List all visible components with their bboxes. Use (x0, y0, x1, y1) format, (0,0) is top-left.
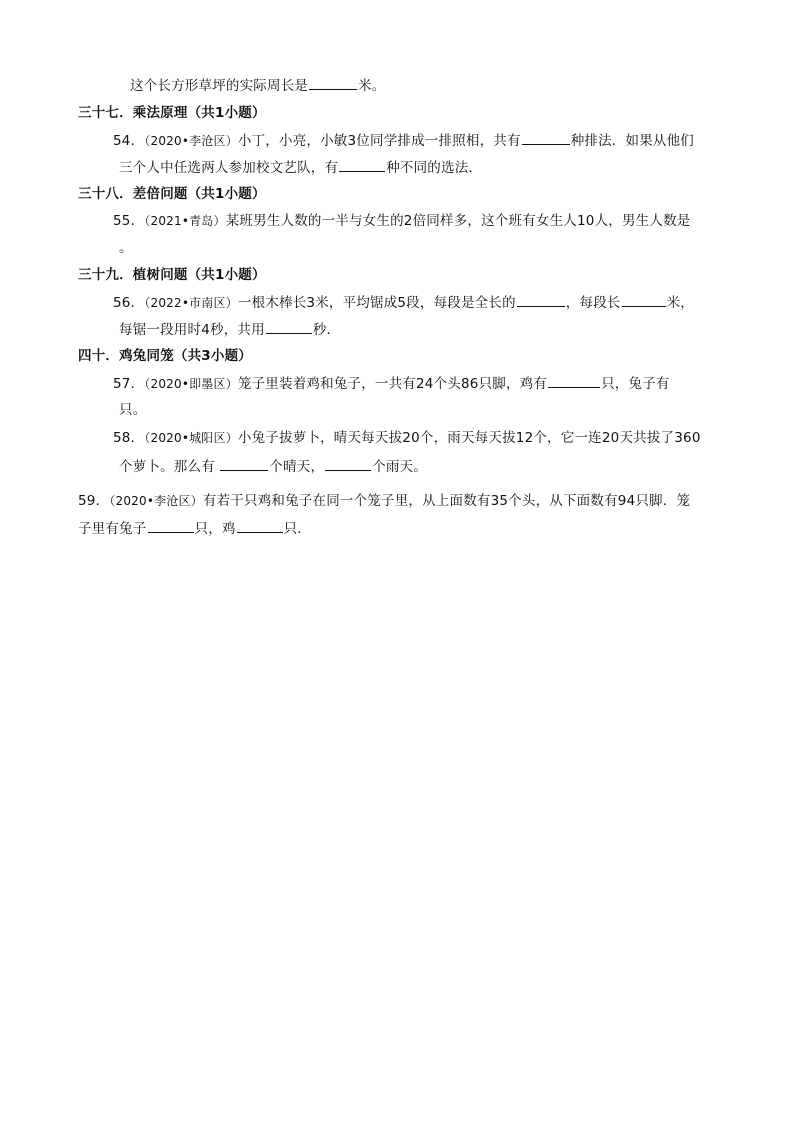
question-text: 种排法．如果从他们 (570, 133, 695, 149)
question-source: （2022•市南区） (144, 296, 238, 310)
question-55-line-1 (113, 211, 690, 231)
answer-blank[interactable] (220, 456, 268, 471)
question-57-line-2 (119, 400, 146, 420)
question-56-line-1 (113, 292, 694, 313)
question-text: 个萝卜。那么有 (119, 459, 220, 475)
question-text: 秒． (312, 322, 341, 338)
question-source: （2021•青岛） (144, 214, 226, 228)
question-54-line-2 (119, 157, 482, 178)
question-56-line-2 (119, 319, 340, 340)
question-text: 每锯一段用时4秒，共用 (119, 322, 265, 338)
answer-blank[interactable] (548, 373, 600, 388)
answer-blank[interactable] (148, 518, 194, 533)
question-59-line-2 (78, 518, 311, 539)
question-59-line-1 (78, 491, 690, 511)
question-54-line-1 (113, 130, 694, 151)
question-text: 笼子里装着鸡和兔子，一共有24个头86只脚，鸡有 (237, 376, 548, 392)
continuation-text: 这个长方形草坪的实际周长是 (130, 78, 309, 94)
answer-blank[interactable] (517, 292, 565, 307)
question-text: 米， (666, 295, 695, 311)
section-heading-37: 三十七．乘法原理（共1小题） (78, 105, 266, 121)
question-text: 只，鸡 (194, 521, 236, 537)
answer-blank[interactable] (522, 130, 570, 145)
question-number: 56． (113, 295, 145, 311)
answer-blank[interactable] (622, 292, 666, 307)
question-source: （2020•李沧区） (109, 494, 203, 508)
question-number: 59． (78, 493, 110, 509)
question-text: 某班男生人数的一半与女生的2倍同样多，这个班有女生人10人，男生人数是 (225, 213, 691, 229)
answer-blank[interactable] (309, 75, 357, 90)
question-text: 。 (119, 240, 133, 256)
question-source: （2020•李沧区） (144, 134, 238, 148)
question-text: 个雨天。 (372, 459, 428, 475)
question-text: 有若干只鸡和兔子在同一个笼子里，从上面数有35个头，从下面数有94只脚．笼 (202, 493, 691, 509)
question-text: 种不同的选法． (386, 160, 483, 176)
question-text: 一根木棒长3米，平均锯成5段，每段是全长的 (237, 295, 516, 311)
section-heading-39: 三十九．植树问题（共1小题） (78, 267, 266, 283)
answer-blank[interactable] (266, 319, 312, 334)
question-text: 小兔子拔萝卜，晴天每天拔20个，雨天每天拔12个，它一连20天共拔了360 (237, 430, 701, 446)
question-source: （2020•即墨区） (144, 377, 238, 391)
question-text: 子里有兔子 (78, 521, 147, 537)
question-source: （2020•城阳区） (144, 431, 238, 445)
question-text: 只，兔子有 (601, 376, 670, 392)
question-number: 55． (113, 213, 145, 229)
question-text: 个晴天， (269, 459, 325, 475)
continuation-line (130, 75, 386, 96)
answer-blank[interactable] (237, 518, 283, 533)
answer-blank[interactable] (325, 456, 371, 471)
question-58-line-2 (119, 456, 427, 477)
question-57-line-1 (113, 373, 670, 394)
continuation-unit: 米。 (358, 78, 386, 94)
question-text: 三个人中任选两人参加校文艺队，有 (119, 160, 339, 176)
question-number: 54． (113, 133, 145, 149)
section-heading-40: 四十．鸡兔同笼（共3小题） (78, 348, 252, 364)
question-text: ，每段长 (565, 295, 621, 311)
question-number: 58． (113, 430, 145, 446)
question-55-line-2 (119, 238, 133, 258)
question-number: 57． (113, 376, 145, 392)
section-heading-38: 三十八．差倍问题（共1小题） (78, 186, 266, 202)
question-58-line-1 (113, 428, 701, 448)
answer-blank[interactable] (339, 157, 385, 172)
question-text: 只． (283, 521, 312, 537)
question-text: 只。 (119, 402, 147, 418)
question-text: 小丁，小亮，小敏3位同学排成一排照相，共有 (237, 133, 521, 149)
